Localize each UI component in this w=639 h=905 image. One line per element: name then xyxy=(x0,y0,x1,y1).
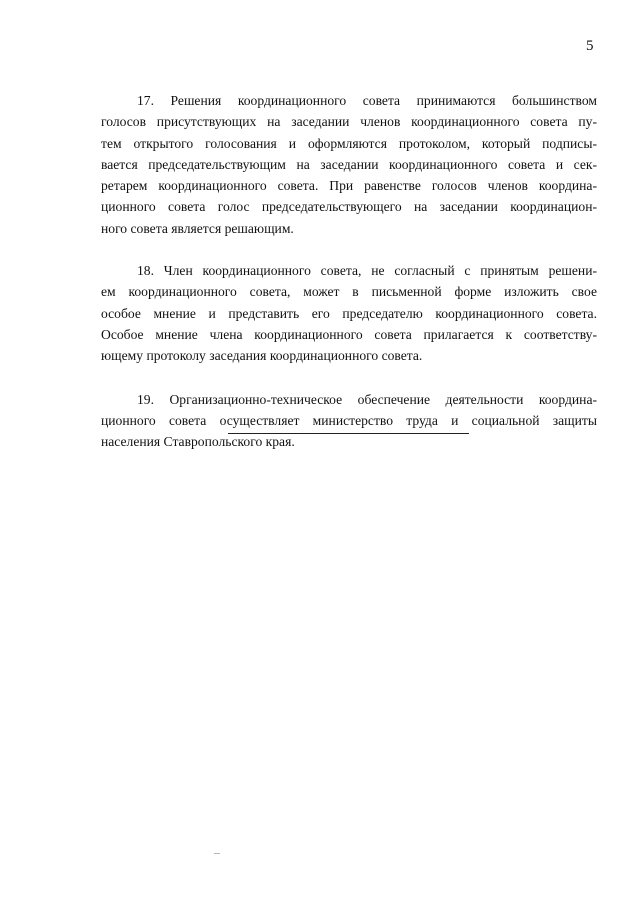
paragraph-line: ющему протоколу заседания координационного совета. xyxy=(101,348,423,364)
paragraph-line: тем открытого голосования и оформляются протоколом, который подписы- xyxy=(101,135,597,151)
paragraph-line: 18. Член координационного совета, не согласный с принятым решени- xyxy=(137,263,597,279)
paragraph-18 xyxy=(101,260,597,366)
paragraph-line: ционного совета осуществляет министерство труда и социальной защиты xyxy=(101,412,597,428)
end-of-document-rule xyxy=(228,433,469,434)
paragraph-17 xyxy=(101,90,597,239)
paragraph-line: 19. Организационно-техническое обеспечение деятельности координа- xyxy=(137,391,597,407)
paragraph-line: ционного совета голос председательствующего на заседании координацион- xyxy=(101,199,597,215)
page-number: 5 xyxy=(586,38,594,54)
scan-artifact-mark xyxy=(214,853,220,854)
paragraph-line: 17. Решения координационного совета принимаются большинством xyxy=(137,93,597,108)
document-body xyxy=(101,90,597,452)
paragraph-line: вается председательствующим на заседании координационного совета и сек- xyxy=(101,156,597,172)
paragraph-line: Особое мнение члена координационного совета прилагается к соответству- xyxy=(101,326,597,342)
paragraph-line: ного совета является решающим. xyxy=(101,220,294,236)
paragraph-line: особое мнение и представить его председателю координационного совета. xyxy=(101,305,597,321)
paragraph-line: голосов присутствующих на заседании членов координационного совета пу- xyxy=(101,114,597,130)
paragraph-line: населения Ставропольского края. xyxy=(101,434,295,450)
paragraph-line: ем координационного совета, может в письменной форме изложить свое xyxy=(101,284,597,300)
paragraph-line: ретарем координационного совета. При равенстве голосов членов координа- xyxy=(101,178,597,194)
paragraph-19 xyxy=(101,389,597,453)
